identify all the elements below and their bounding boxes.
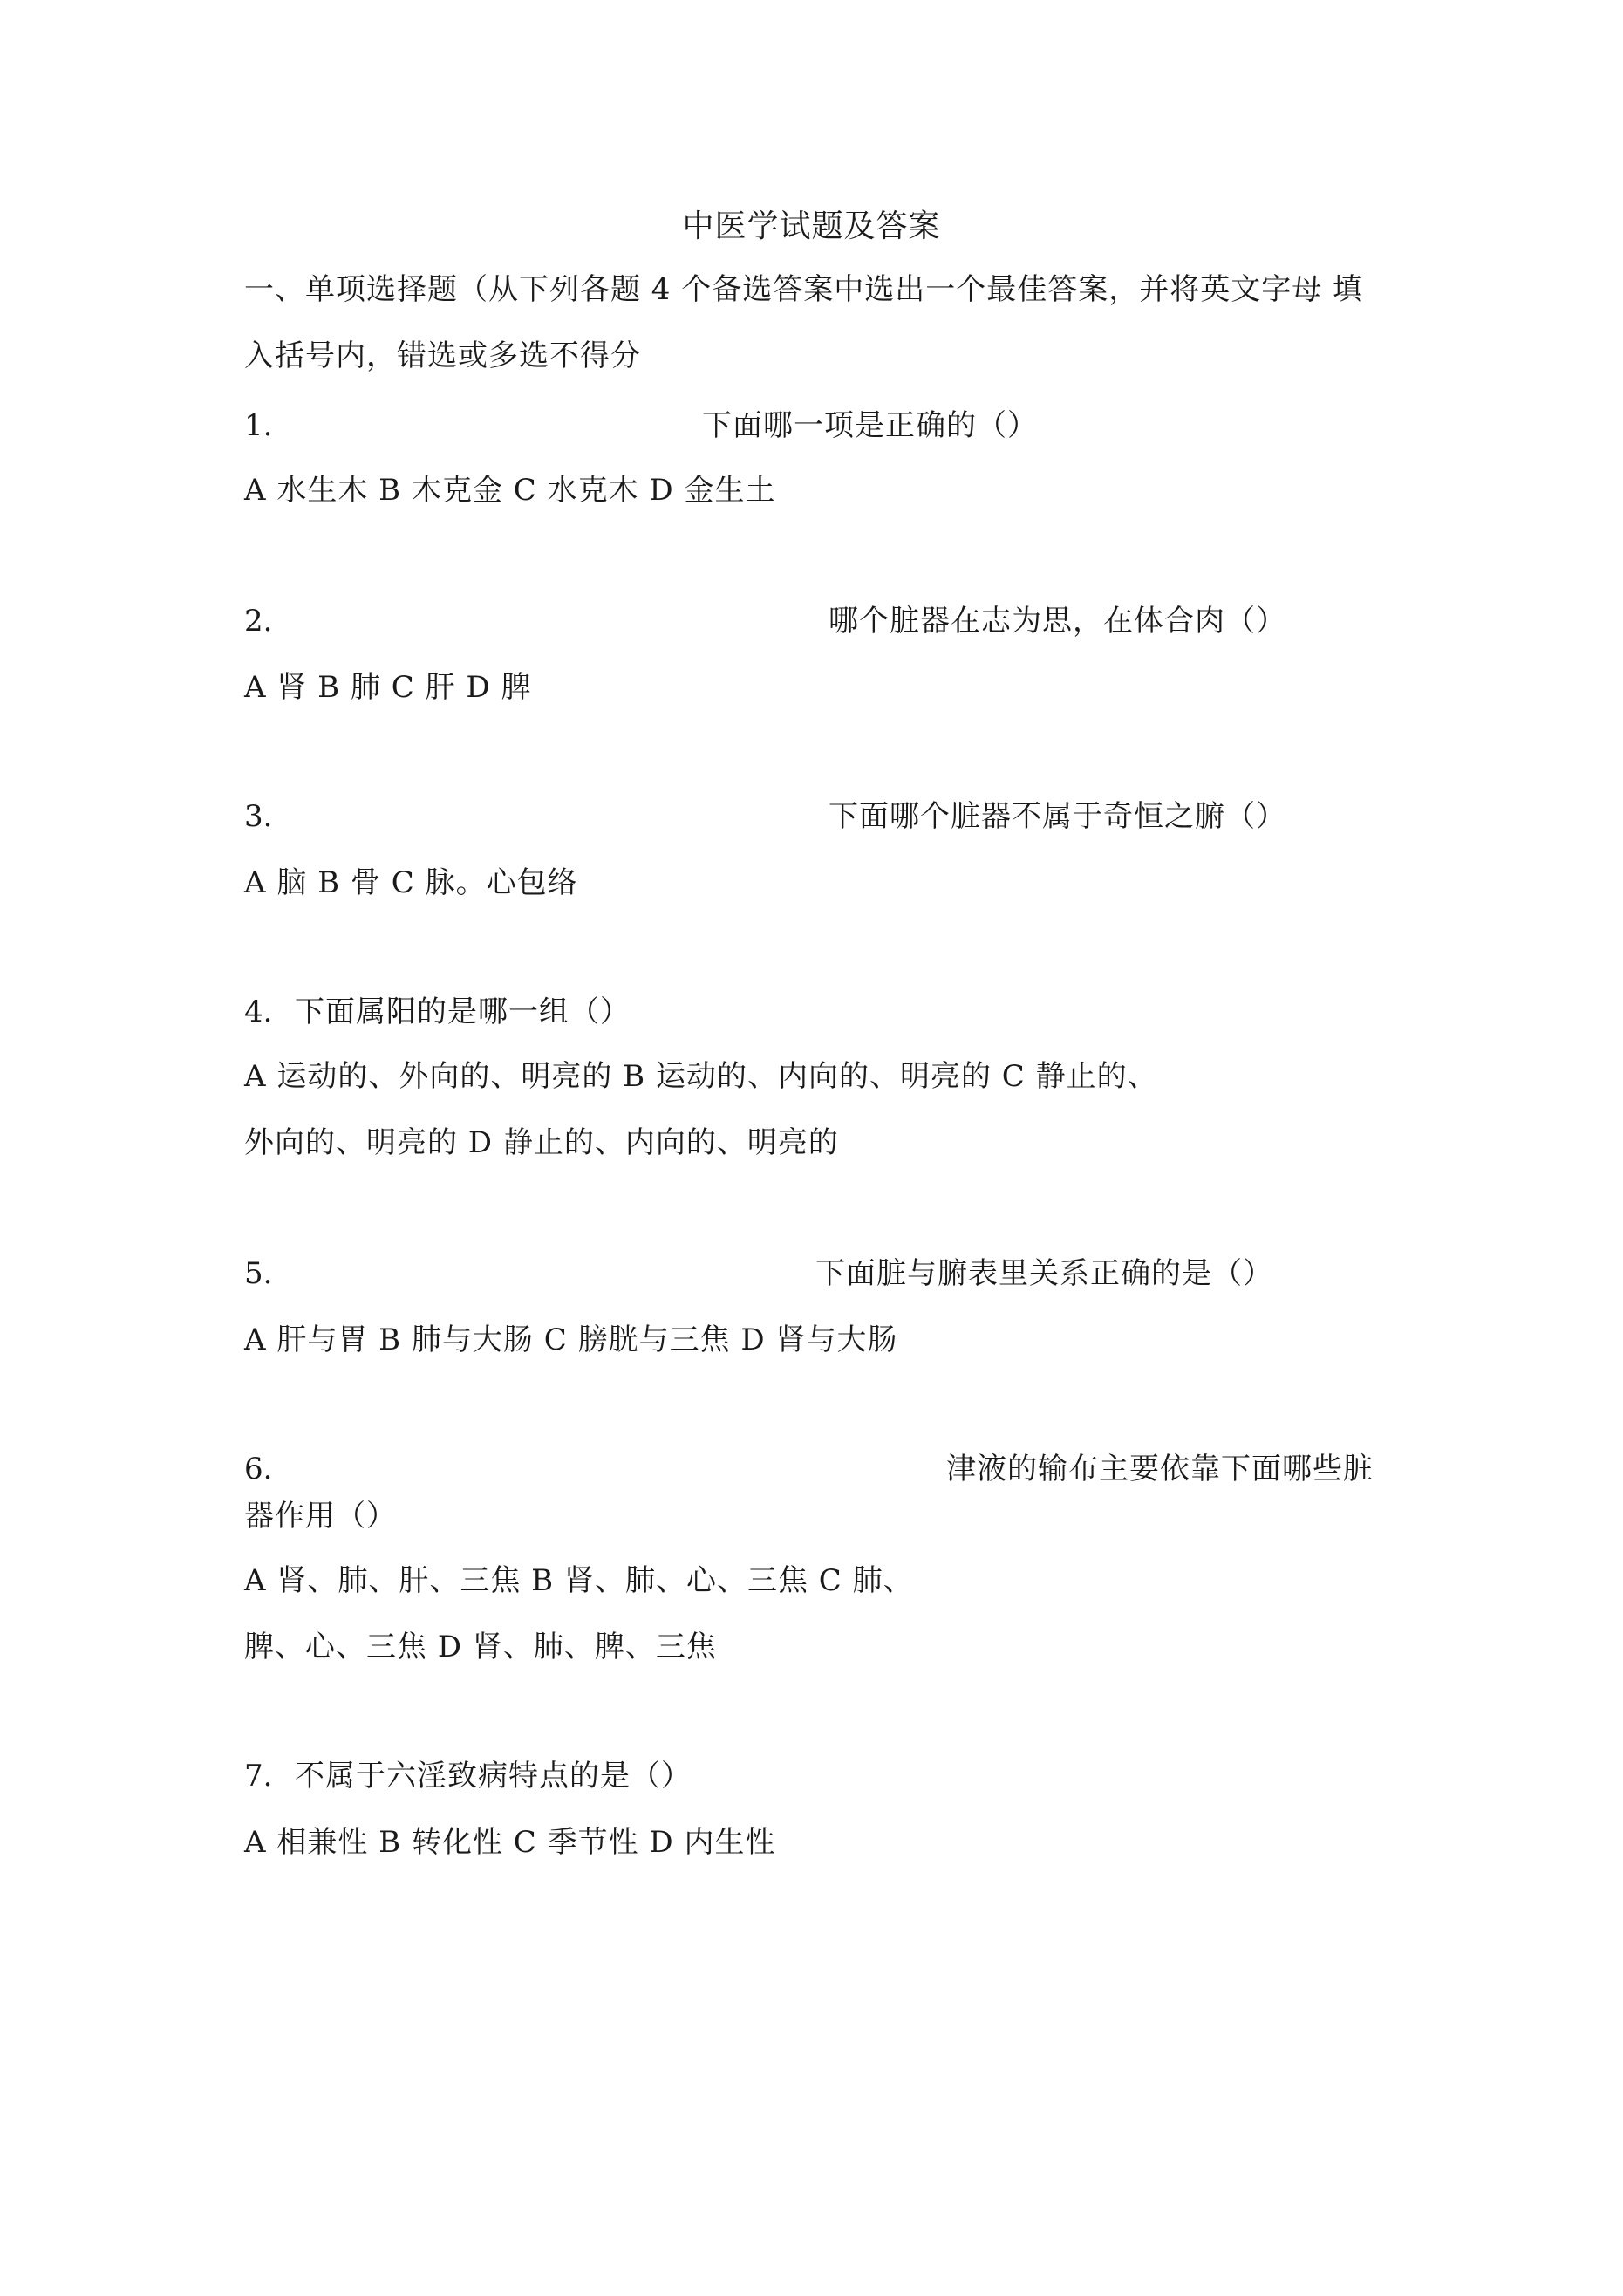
question-2-number: 2. bbox=[244, 604, 273, 639]
question-2-stem: 哪个脏器在志为思，在体合肉（） bbox=[829, 604, 1286, 639]
question-4-options-line-1: A 运动的、外向的、明亮的 B 运动的、内向的、明亮的 C 静止的、 bbox=[244, 1059, 1158, 1094]
question-3-number: 3. bbox=[244, 799, 273, 834]
question-1-stem: 下面哪一项是正确的（） bbox=[702, 408, 1038, 443]
section-heading-line-2: 入括号内，错选或多选不得分 bbox=[244, 338, 641, 373]
question-5-options: A 肝与胃 B 肺与大肠 C 膀胱与三焦 D 肾与大肠 bbox=[244, 1322, 898, 1357]
question-4-stem: 下面属阳的是哪一组（） bbox=[295, 994, 631, 1029]
question-6-number: 6. bbox=[244, 1452, 273, 1486]
question-6-stem: 津液的输布主要依靠下面哪些脏 bbox=[946, 1452, 1374, 1486]
question-5-stem: 下面脏与腑表里关系正确的是（） bbox=[815, 1256, 1273, 1291]
question-4-options-line-2: 外向的、明亮的 D 静止的、内向的、明亮的 bbox=[244, 1125, 839, 1160]
question-7-number: 7. bbox=[244, 1759, 273, 1794]
question-2-options: A 肾 B 肺 C 肝 D 脾 bbox=[244, 670, 532, 705]
question-1-options: A 水生木 B 木克金 C 水克木 D 金生土 bbox=[244, 473, 776, 508]
document-title: 中医学试题及答案 bbox=[682, 208, 941, 244]
question-3-stem: 下面哪个脏器不属于奇恒之腑（） bbox=[829, 799, 1286, 834]
question-1-number: 1. bbox=[244, 408, 273, 443]
question-3-options: A 脑 B 骨 C 脉。心包络 bbox=[244, 865, 578, 900]
question-4-number: 4. bbox=[244, 994, 273, 1029]
question-6-stem-continued: 器作用（） bbox=[244, 1499, 397, 1534]
question-7-options: A 相兼性 B 转化性 C 季节性 D 内生性 bbox=[244, 1825, 776, 1860]
question-6-options-line-1: A 肾、肺、肝、三焦 B 肾、肺、心、三焦 C 肺、 bbox=[244, 1563, 914, 1598]
question-7-stem: 不属于六淫致病特点的是（） bbox=[295, 1759, 692, 1794]
section-heading-line-1: 一、单项选择题（从下列各题 4 个备选答案中选出一个最佳答案，并将英文字母 填 bbox=[244, 272, 1364, 307]
question-6-options-line-2: 脾、心、三焦 D 肾、肺、脾、三焦 bbox=[244, 1630, 717, 1664]
question-5-number: 5. bbox=[244, 1256, 273, 1291]
